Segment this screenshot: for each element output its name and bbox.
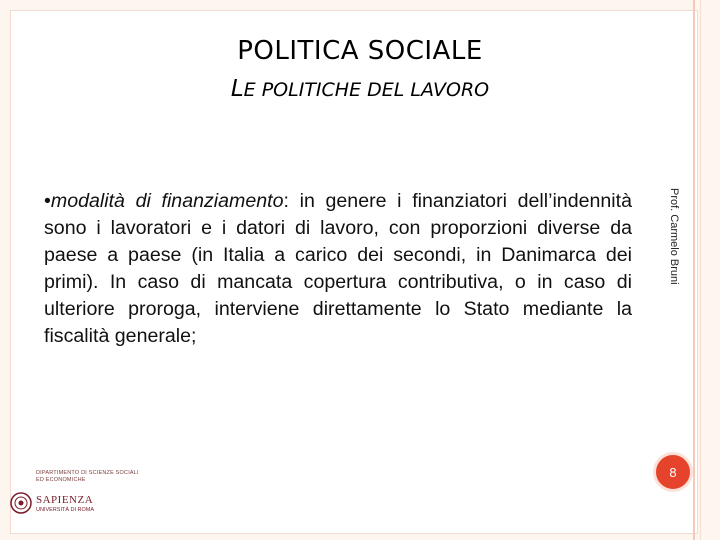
slide-subtitle xyxy=(130,76,590,102)
slide-body xyxy=(44,188,632,350)
decorative-line xyxy=(693,0,695,540)
university-subtitle: UNIVERSITÀ DI ROMA xyxy=(36,507,95,513)
department-label xyxy=(36,470,139,484)
body-text: : in genere i finanziatori dell’indennità sono i lavoratori e i datori di lavoro, con proporzioni diverse da paese a paese (in Italia a carico dei secondi, in Danimarca dei primi). In caso di mancata copertura contributiva, o in caso di ulteriore proroga, interviene direttamente lo Stato mediante la fiscalità generale; xyxy=(44,190,632,347)
department-line2: ED ECONOMICHE xyxy=(36,477,86,483)
university-name: SAPIENZA xyxy=(36,494,94,506)
author-label: Prof. Carmelo Bruni xyxy=(668,188,680,285)
university-logo xyxy=(10,470,150,526)
subtitle-initial: L xyxy=(230,76,244,102)
bullet: • xyxy=(44,190,51,212)
subtitle-rest: E POLITICHE DEL LAVORO xyxy=(243,79,490,101)
seal-icon xyxy=(10,492,32,514)
department-line1: DIPARTIMENTO DI SCIENZE SOCIALI xyxy=(36,470,139,476)
slide-title: POLITICA SOCIALE xyxy=(237,36,483,66)
decorative-line-thin xyxy=(700,0,701,540)
body-emphasis: modalità di finanziamento xyxy=(50,190,284,212)
page-number-badge: 8 xyxy=(653,452,693,492)
